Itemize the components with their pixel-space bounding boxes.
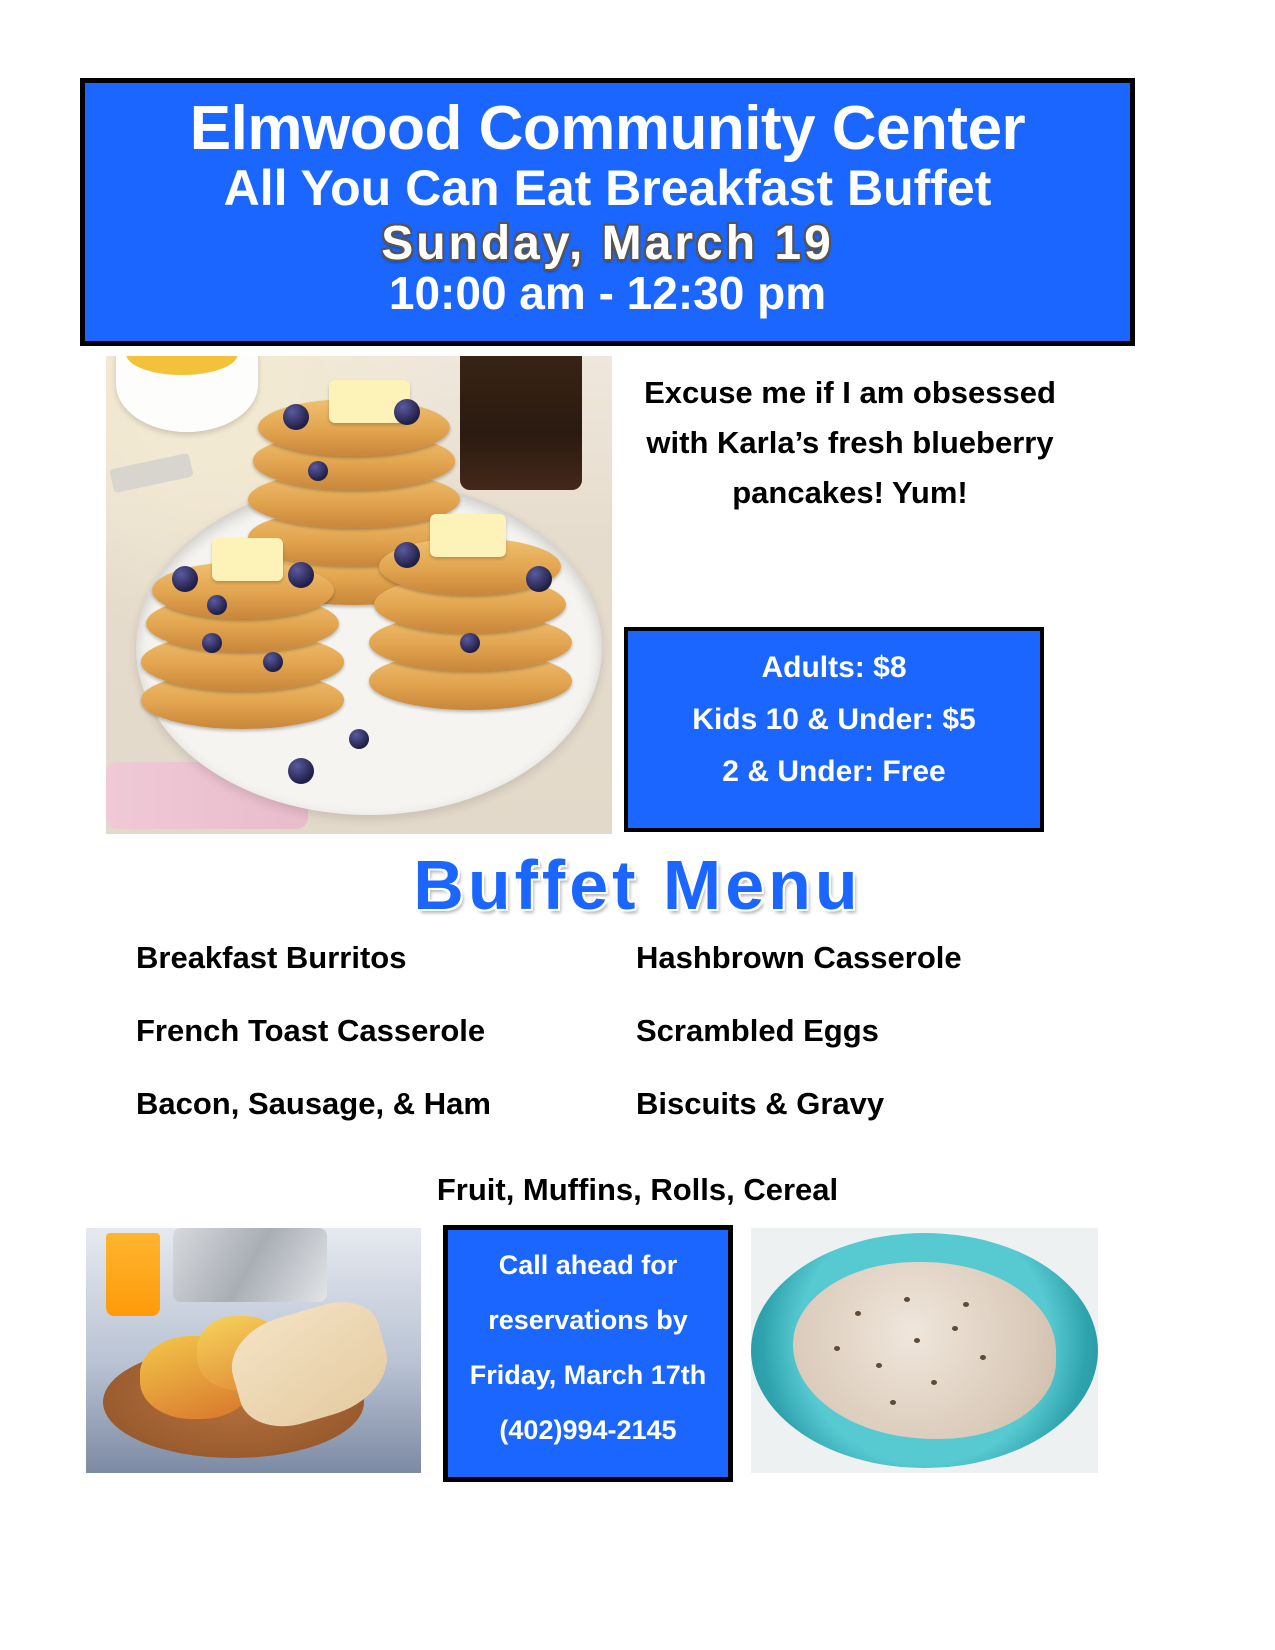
call-line-1: Call ahead for <box>498 1250 678 1280</box>
price-box <box>624 627 1044 832</box>
syrup-jar <box>460 356 581 490</box>
sausage-bit <box>890 1400 896 1405</box>
butter-pat <box>212 538 283 581</box>
blueberry <box>283 404 309 430</box>
price-kids: Kids 10 & Under: $5 <box>692 703 976 736</box>
menu-item: Scrambled Eggs <box>636 1013 879 1048</box>
pancake-stack-photo <box>106 356 612 834</box>
menu-row <box>136 1013 1136 1049</box>
sausage-bit <box>904 1297 910 1302</box>
phone-number: (402)994-2145 <box>499 1415 677 1445</box>
blueberry <box>288 758 314 784</box>
menu-row <box>136 940 1136 976</box>
foil-wrap <box>173 1228 327 1302</box>
blueberry <box>288 562 314 588</box>
blueberry <box>172 566 198 592</box>
menu-item: Breakfast Burritos <box>136 940 407 975</box>
menu-item: French Toast Casserole <box>136 1013 486 1048</box>
menu-footer-item: Fruit, Muffins, Rolls, Cereal <box>436 1172 839 1207</box>
testimonial-quote: Excuse me if I am obsessed with Karla’s fresh blueberry pancakes! Yum! <box>644 375 1056 511</box>
butter-pat <box>430 514 506 557</box>
event-subtitle: All You Can Eat Breakfast Buffet <box>223 160 992 217</box>
menu-item: Biscuits & Gravy <box>636 1086 885 1121</box>
call-deadline: Friday, March 17th <box>469 1360 707 1390</box>
menu-row <box>136 1086 1136 1122</box>
reservation-call-box <box>443 1225 733 1482</box>
blueberry <box>349 729 369 749</box>
menu-item: Bacon, Sausage, & Ham <box>136 1086 491 1121</box>
sausage-bit <box>834 1346 840 1351</box>
biscuits-and-gravy-photo <box>751 1228 1098 1473</box>
event-date: Sunday, March 19 <box>381 216 834 270</box>
sausage-bit <box>963 1302 969 1307</box>
price-under-two: 2 & Under: Free <box>722 755 946 788</box>
buffet-menu-title: Buffet Menu <box>413 846 862 924</box>
sausage-bit <box>876 1363 882 1368</box>
event-time: 10:00 am - 12:30 pm <box>388 267 827 320</box>
buffet-menu-list <box>136 940 1136 1159</box>
header-banner <box>80 78 1135 346</box>
breakfast-burrito-photo <box>86 1228 421 1473</box>
menu-item: Hashbrown Casserole <box>636 940 962 975</box>
event-venue-title: Elmwood Community Center <box>189 94 1026 163</box>
price-adults: Adults: $8 <box>761 651 907 684</box>
call-line-2: reservations by <box>488 1305 688 1335</box>
orange-juice-glass <box>106 1233 160 1316</box>
